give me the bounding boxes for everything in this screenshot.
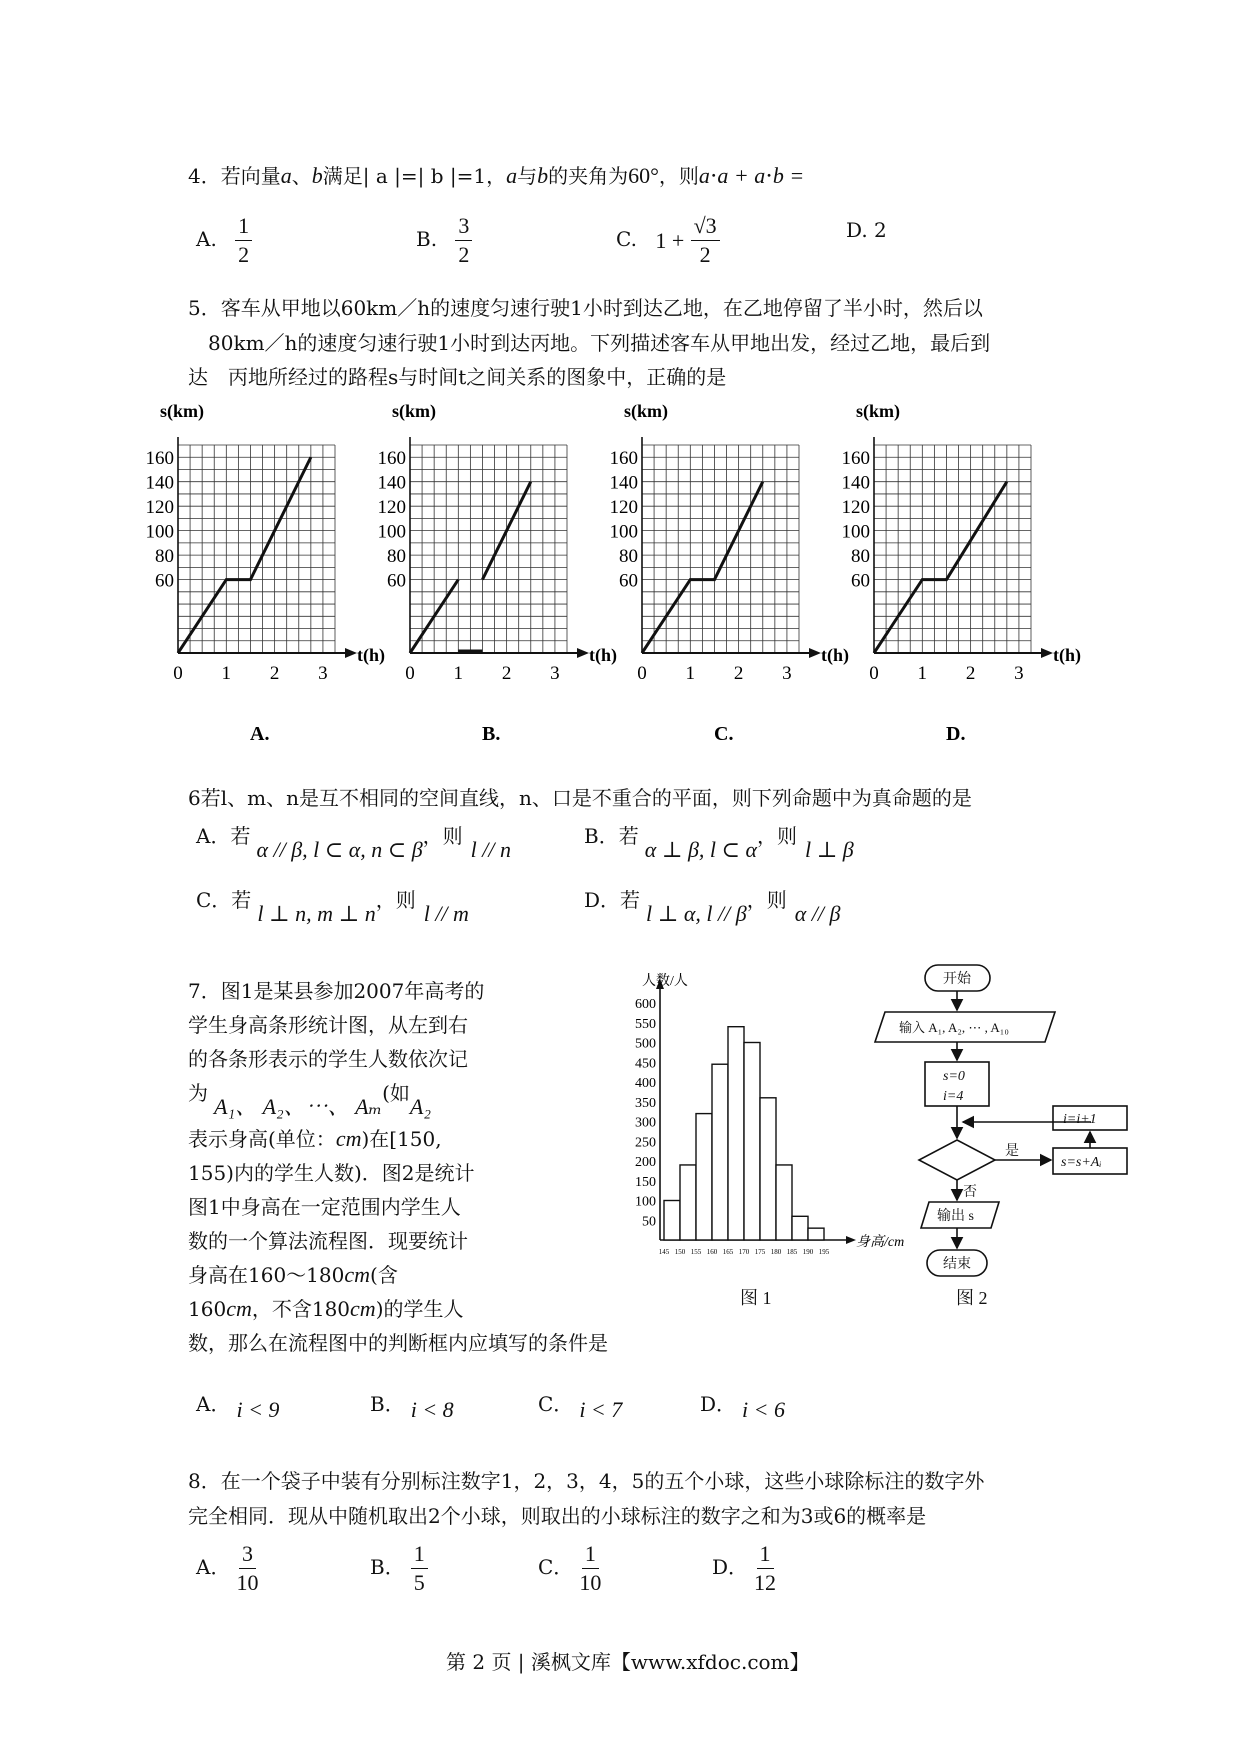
flow-incr-label: i=i+1 <box>1063 1112 1097 1127</box>
figure-1-label: 图 1 <box>740 1288 772 1308</box>
q5-line2: 80km／h的速度匀速行驶1小时到达丙地。下列描述客车从甲地出发，经过乙地，最后到 <box>208 331 991 355</box>
q5-graphs <box>145 395 1120 755</box>
q7-option-c: C． i < 7 <box>538 1392 623 1422</box>
hist-ytick: 250 <box>635 1135 656 1151</box>
graph-b <box>378 401 618 745</box>
q6-stem: 6若l、m、n是互不相同的空间直线，n、口是不重合的平面，则下列命题中为真命题的是 <box>188 786 972 810</box>
hist-xtick: 165 <box>722 1248 734 1256</box>
ytick-label: 100 <box>609 521 638 543</box>
ytick-label: 60 <box>619 570 638 592</box>
hist-ytick: 150 <box>635 1174 656 1190</box>
xtick-label: 1 <box>917 663 928 684</box>
ytick-label: 140 <box>145 472 174 494</box>
graph-option-label: C. <box>714 723 734 745</box>
hist-x-arrow <box>846 1236 856 1244</box>
ytick-label: 100 <box>841 521 870 543</box>
graph-c <box>610 401 850 745</box>
ytick-label: 120 <box>609 497 638 519</box>
hist-xtick: 190 <box>802 1248 814 1256</box>
ytick-label: 100 <box>377 521 406 543</box>
page-footer: 第 2 页 | 溪枫文库【www.xfdoc.com】 <box>446 1650 810 1674</box>
flow-no-label: 否 <box>963 1185 977 1200</box>
q6-option-a: A．若α // β, l ⊂ α, n ⊂ β，则l // n <box>196 824 512 862</box>
xtick-label: 3 <box>1014 663 1024 684</box>
graph-xlabel: t(h) <box>357 645 385 665</box>
hist-xtick: 155 <box>690 1248 702 1256</box>
hist-bar <box>792 1216 808 1240</box>
graph-ylabel: s(km) <box>392 401 436 421</box>
xtick-label: 2 <box>269 663 280 684</box>
x-axis-arrow <box>1041 648 1053 658</box>
x-axis-arrow <box>345 648 357 658</box>
flow-yes-label: 是 <box>1005 1144 1019 1159</box>
flowchart <box>865 960 1130 1280</box>
xtick-label: 1 <box>221 663 232 684</box>
hist-ytick: 500 <box>635 1036 656 1052</box>
xtick-label: 3 <box>550 663 560 684</box>
flow-input-label: 输入 A₁, A₂, ⋯ , A₁₀ <box>899 1020 1009 1035</box>
hist-ytick: 600 <box>635 997 656 1012</box>
hist-bar <box>680 1165 696 1240</box>
ytick-label: 80 <box>851 546 870 568</box>
q4-option-b: B. $\frac{3}{2}$ <box>416 212 472 269</box>
q5-line3: 达 丙地所经过的路程s与时间t之间关系的图象中，正确的是 <box>188 365 727 389</box>
ytick-label: 100 <box>145 521 174 543</box>
hist-ytick: 50 <box>642 1214 656 1230</box>
hist-bar <box>744 1043 760 1241</box>
ytick-label: 140 <box>841 472 870 494</box>
hist-bar <box>776 1165 792 1240</box>
q4-stem: 4．若向量a、b满足| a |=| b |=1，a与b的夹角为60°，则a⋅a + a⋅b = <box>188 163 805 188</box>
xtick-label: 1 <box>685 663 696 684</box>
ytick-label: 120 <box>377 497 406 519</box>
hist-xtick: 195 <box>818 1248 830 1256</box>
q6-option-b: B．若α ⊥ β, l ⊂ α，则l ⊥ β <box>584 824 854 862</box>
q8-line2: 完全相同．现从中随机取出2个小球，则取出的小球标注的数字之和为3或6的概率是 <box>188 1504 927 1528</box>
ytick-label: 120 <box>145 497 174 519</box>
x-axis-arrow <box>577 648 589 658</box>
q8-option-c: C． $\frac{1}{10}$ <box>538 1541 602 1595</box>
graph-a <box>146 401 386 745</box>
hist-xtick: 185 <box>786 1248 798 1256</box>
ytick-label: 60 <box>387 570 406 592</box>
ytick-label: 140 <box>377 472 406 494</box>
ytick-label: 160 <box>377 448 406 470</box>
ytick-label: 140 <box>609 472 638 494</box>
graph-option-label: A. <box>250 723 270 745</box>
graph-ylabel: s(km) <box>160 401 204 421</box>
q4-option-c: C. 1 + $\frac{√3}{2}$ <box>616 212 720 269</box>
flow-init2-label: i=4 <box>943 1089 964 1104</box>
hist-xtick: 150 <box>674 1248 686 1256</box>
xtick-label: 3 <box>782 663 792 684</box>
xtick-label: 1 <box>453 663 464 684</box>
graph-xlabel: t(h) <box>821 645 849 665</box>
q8-option-b: B． $\frac{1}{5}$ <box>370 1540 428 1597</box>
q4-option-a: A. $\frac{1}{2}$ <box>196 212 252 269</box>
q7-option-d: D． i < 6 <box>700 1392 786 1422</box>
xtick-label: 0 <box>173 663 183 684</box>
ytick-label: 60 <box>155 570 174 592</box>
ytick-label: 80 <box>619 546 638 568</box>
x-axis-arrow <box>809 648 821 658</box>
xtick-label: 0 <box>637 663 647 684</box>
hist-bar <box>664 1201 680 1241</box>
q8-line1: 8．在一个袋子中装有分别标注数字1，2，3，4，5的五个小球，这些小球除标注的数字外 <box>188 1469 985 1493</box>
hist-bar <box>712 1064 728 1240</box>
q7-option-b: B． i < 8 <box>370 1392 454 1422</box>
q8-option-d: D． $\frac{1}{12}$ <box>712 1541 777 1595</box>
q6-option-c: C．若l ⊥ n, m ⊥ n，则l // m <box>196 888 469 926</box>
graph-ylabel: s(km) <box>624 401 668 421</box>
flow-end-label: 结束 <box>943 1257 971 1272</box>
graph-xlabel: t(h) <box>1053 645 1081 665</box>
flow-init1-label: s=0 <box>943 1069 965 1084</box>
hist-ylabel: 人数/人 <box>642 974 688 989</box>
ytick-label: 60 <box>851 570 870 592</box>
graph-ylabel: s(km) <box>856 401 900 421</box>
q7-text: 7．图1是某县参加2007年高考的 学生身高条形统计图，从左到右 的各条形表示的学生人数依次记 为A₁、 A₂、⋯、 Aₘ(如A₂ 表示身高(单位：cm)在[150, 155)内的学生人数)．图2是统计 图1中身高在一定范围内学生人 数的一个算法流程图．现要统计 身高在160～180cm(含 160cm，不含180cm)的学生人 数，那么在流程图中的判断框内应填写的条件是 <box>188 979 608 1355</box>
flow-decision-diamond <box>919 1140 995 1180</box>
xtick-label: 2 <box>733 663 744 684</box>
hist-xlabel: 身高/cm <box>856 1235 905 1250</box>
graph-xlabel: t(h) <box>589 645 617 665</box>
q7-option-a: A． i < 9 <box>196 1392 280 1422</box>
hist-xtick: 145 <box>658 1248 670 1256</box>
xtick-label: 2 <box>501 663 512 684</box>
ytick-label: 80 <box>387 546 406 568</box>
hist-bar <box>728 1027 744 1240</box>
ytick-label: 160 <box>609 448 638 470</box>
xtick-label: 0 <box>869 663 879 684</box>
graph-option-label: B. <box>482 723 501 745</box>
hist-xtick: 175 <box>754 1248 766 1256</box>
q4-option-d: D. 2 <box>846 218 887 242</box>
q8-option-a: A． $\frac{3}{10}$ <box>196 1541 259 1595</box>
hist-ytick: 100 <box>635 1194 656 1210</box>
hist-ytick: 400 <box>635 1076 656 1091</box>
figure-2-label: 图 2 <box>956 1288 988 1308</box>
q6-option-d: D．若l ⊥ α, l // β，则α // β <box>584 888 841 926</box>
graph-option-label: D. <box>946 723 966 745</box>
ytick-label: 120 <box>841 497 870 519</box>
hist-ytick: 350 <box>635 1095 656 1111</box>
hist-ytick: 300 <box>635 1115 656 1131</box>
graph-d <box>842 401 1082 745</box>
flow-sum-label: s=s+Aᵢ <box>1061 1155 1102 1170</box>
q5-line1: 5．客车从甲地以60km／h的速度匀速行驶1小时到达乙地，在乙地停留了半小时，然后以 <box>188 296 983 320</box>
ytick-label: 80 <box>155 546 174 568</box>
flow-start-label: 开始 <box>943 972 971 987</box>
xtick-label: 3 <box>318 663 328 684</box>
hist-ytick: 550 <box>635 1016 656 1032</box>
hist-bar <box>760 1098 776 1240</box>
ytick-label: 160 <box>841 448 870 470</box>
hist-bar <box>808 1228 824 1240</box>
hist-xtick: 160 <box>706 1248 718 1256</box>
hist-xtick: 180 <box>770 1248 782 1256</box>
ytick-label: 160 <box>145 448 174 470</box>
histogram-chart <box>620 974 905 1280</box>
xtick-label: 0 <box>405 663 415 684</box>
hist-bar <box>696 1114 712 1240</box>
hist-ytick: 200 <box>635 1155 656 1170</box>
flow-output-label: 输出 s <box>937 1209 974 1224</box>
hist-xtick: 170 <box>738 1248 750 1256</box>
xtick-label: 2 <box>965 663 976 684</box>
hist-ytick: 450 <box>635 1056 656 1072</box>
